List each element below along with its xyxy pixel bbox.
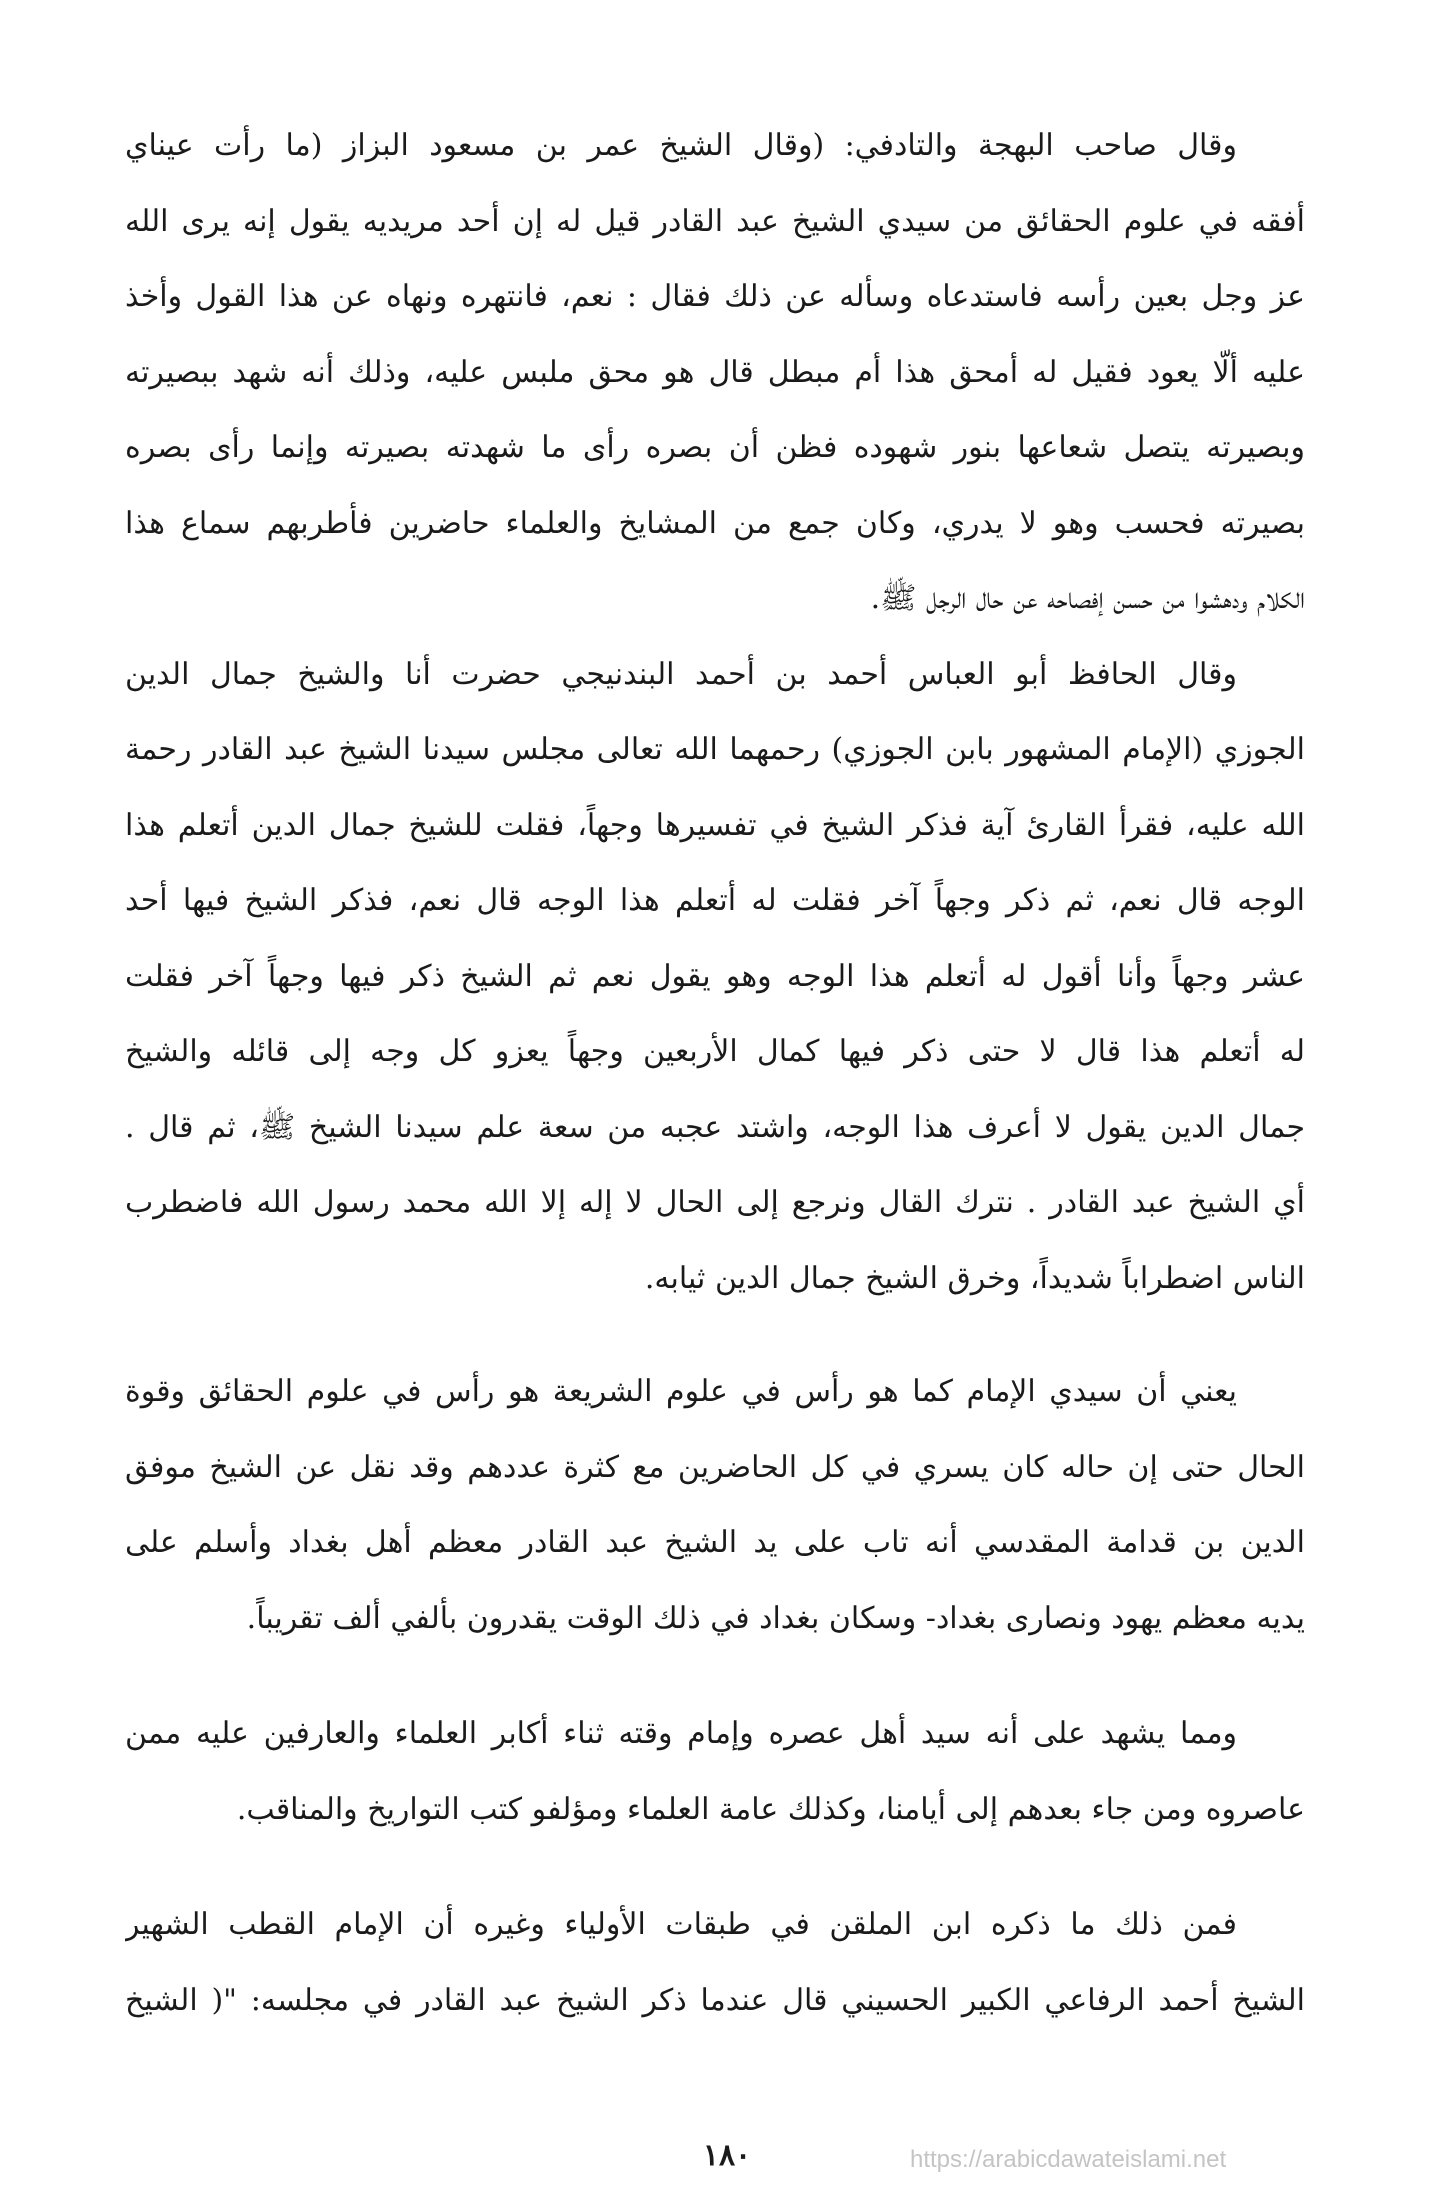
text-line: الوجه قال نعم، ثم ذكر وجهاً آخر فقلت له أتعلم هذا الوجه قال نعم، فذكر الشيخ فيها أحد: [125, 883, 1305, 918]
text-line: يعني أن سيدي الإمام كما هو رأس في علوم الشريعة هو رأس في علوم الحقائق وقوة: [125, 1374, 1237, 1409]
text-line: بصيرته فحسب وهو لا يدري، وكان جمع من المشايخ والعلماء حاضرين فأطربهم سماع هذا: [125, 505, 1305, 541]
text-line: أفقه في علوم الحقائق من سيدي الشيخ عبد القادر قيل له إن أحد مريديه يقول إنه يرى الله: [125, 203, 1305, 239]
paragraph-2: [125, 637, 1305, 1317]
text-line: عليه ألّا يعود فقيل له أمحق هذا أم مبطل قال هو محق ملبس عليه، وذلك أنه شهد ببصيرته: [125, 354, 1305, 390]
paragraph-4: [125, 1696, 1305, 1847]
watermark: https://arabicdawateislami.net: [910, 2146, 1227, 2173]
text-line: الحال حتى إن حاله كان يسري في كل الحاضرين مع كثرة عددهم وقد نقل عن الشيخ موفق: [125, 1449, 1305, 1485]
text-line: جمال الدين يقول لا أعرف هذا الوجه، واشتد عجبه من سعة علم سيدنا الشيخ ﷺ، ثم قال .: [125, 1109, 1305, 1145]
text-line: الدين بن قدامة المقدسي أنه تاب على يد الشيخ عبد القادر معظم أهل بغداد وأسلم على: [125, 1525, 1305, 1560]
paragraph-5: [125, 1887, 1305, 2038]
text-line: له أتعلم هذا قال لا حتى ذكر فيها كمال الأربعين وجهاً يعزو كل وجه إلى قائله والشيخ: [125, 1034, 1305, 1069]
text-line: عاصروه ومن جاء بعدهم إلى أيامنا، وكذلك عامة العلماء ومؤلفو كتب التواريخ والمناقب.: [236, 1791, 1305, 1827]
text-line: عز وجل بعين رأسه فاستدعاه وسأله عن ذلك فقال : نعم، فانتهره ونهاه عن هذا القول وأخذ: [125, 279, 1305, 314]
text-line: وقال صاحب البهجة والتادفي: (وقال الشيخ عمر بن مسعود البزاز (ما رأت عيناي: [125, 128, 1237, 163]
page-number: ١٨٠: [702, 2138, 752, 2173]
text-line: الناس اضطراباً شديداً، وخرق الشيخ جمال الدين ثيابه.: [644, 1260, 1305, 1296]
paragraph-1: [125, 108, 1305, 637]
text-line: ومما يشهد على أنه سيد أهل عصره وإمام وقته ثناء أكابر العلماء والعارفين عليه ممن: [125, 1716, 1237, 1751]
text-line: يديه معظم يهود ونصارى بغداد- وسكان بغداد في ذلك الوقت يقدرون بألفي ألف تقريباً.: [246, 1600, 1305, 1636]
text-body: [125, 108, 1305, 2038]
text-line: أي الشيخ عبد القادر . نترك القال ونرجع إلى الحال لا إله إلا الله محمد رسول الله فاضطرب: [125, 1185, 1305, 1220]
text-line: وقال الحافظ أبو العباس أحمد بن أحمد البندنيجي حضرت أنا والشيخ جمال الدين: [125, 656, 1237, 692]
text-line: الكلام ودهشوا من حسن إفصاحه عن حال الرجل ﷺ.: [870, 581, 1305, 616]
text-line: الشيخ أحمد الرفاعي الكبير الحسيني قال عندما ذكر الشيخ عبد القادر في مجلسه: "( الشيخ: [125, 1982, 1305, 2018]
text-line: عشر وجهاً وأنا أقول له أتعلم هذا الوجه وهو يقول نعم ثم الشيخ ذكر فيها وجهاً آخر فقلت: [125, 958, 1305, 994]
text-line: فمن ذلك ما ذكره ابن الملقن في طبقات الأولياء وغيره أن الإمام القطب الشهير: [125, 1907, 1237, 1942]
text-line: الله عليه، فقرأ القارئ آية فذكر الشيخ في تفسيرها وجهاً، فقلت للشيخ جمال الدين أتعلم هذا: [125, 807, 1305, 843]
paragraph-3: [125, 1354, 1305, 1656]
text-line: وبصيرته يتصل شعاعها بنور شهوده فظن أن بصره رأى ما شهدته بصيرته وإنما رأى بصره: [125, 430, 1305, 465]
text-line: الجوزي (الإمام المشهور بابن الجوزي) رحمهما الله تعالى مجلس سيدنا الشيخ عبد القادر رحمة: [125, 732, 1305, 767]
